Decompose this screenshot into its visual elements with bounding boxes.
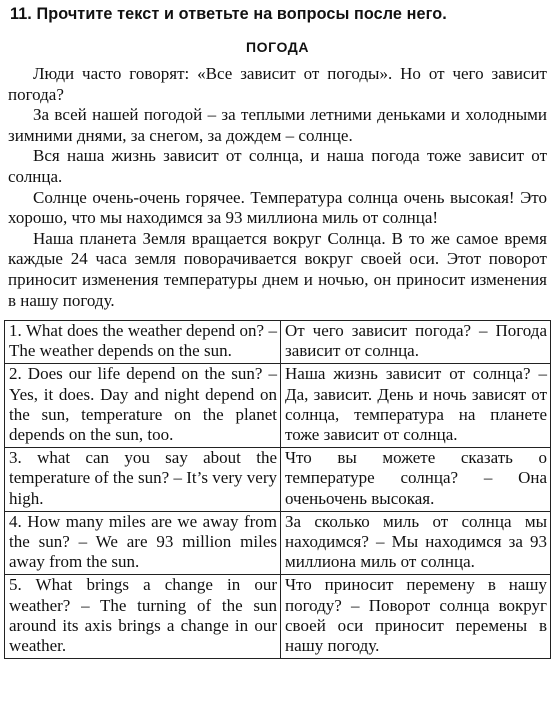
english-answer: 4. How many miles are we away from the sun? – We are 93 million miles away from the sun.: [5, 511, 281, 575]
table-row: [5, 448, 551, 512]
russian-answer: Что приносит перемену в нашу погоду? – Поворот солнца вокруг своей оси приносит перемены в нашу погоду.: [281, 575, 551, 659]
table-row: [5, 575, 551, 659]
table-row: [5, 511, 551, 575]
table-row: [5, 321, 551, 364]
paragraph: Наша планета Земля вращается вокруг Солнца. В то же самое время каждые 24 часа земля поворачивается вокруг своей оси. Этот поворот приносит изменения температуры днем и ночью, он приносит изменения в нашу погоду.: [8, 228, 547, 310]
russian-answer: Наша жизнь зависит от солнца? – Да, зависит. День и ночь зависят от солнца, температура на планете тоже зависит от солнца.: [281, 364, 551, 448]
english-answer: 1. What does the weather depend on? – The weather depends on the sun.: [5, 321, 281, 364]
paragraph: Солнце очень-очень горячее. Температура солнца очень высокая! Это хорошо, что мы находимся за 93 миллиона миль от солнца!: [8, 187, 547, 228]
paragraph: Люди часто говорят: «Все зависит от погоды». Но от чего зависит погода?: [8, 64, 547, 104]
english-answer: 2. Does our life depend on the sun? – Yes, it does. Day and night depend on the sun, temperature on the planet depends on the sun, too.: [5, 364, 281, 448]
paragraph: Вся наша жизнь зависит от солнца, и наша погода тоже зависит от солнца.: [8, 146, 547, 186]
exercise-heading: 11. Прочтите текст и ответьте на вопросы после него.: [10, 5, 447, 23]
russian-answer: От чего зависит погода? – Погода зависит от солнца.: [281, 321, 551, 364]
paragraph: За всей нашей погодой – за теплыми летними деньками и холодными зимними днями, за снегом, за дождем – солнце.: [8, 105, 547, 145]
reading-text: [8, 64, 547, 311]
english-answer: 3. what can you say about the temperature of the sun? – It’s very very high.: [5, 448, 281, 512]
english-answer: 5. What brings a change in our weather? – The turning of the sun around its axis brings a change in our weather.: [5, 575, 281, 659]
table-row: [5, 364, 551, 448]
russian-answer: Что вы можете сказать о температуре солнца? – Она оченьочень высокая.: [281, 448, 551, 512]
russian-answer: За сколько миль от солнца мы находимся? – Мы находимся за 93 миллиона миль от солнца.: [281, 511, 551, 575]
text-title: ПОГОДА: [245, 39, 310, 55]
answers-table: [4, 320, 551, 659]
